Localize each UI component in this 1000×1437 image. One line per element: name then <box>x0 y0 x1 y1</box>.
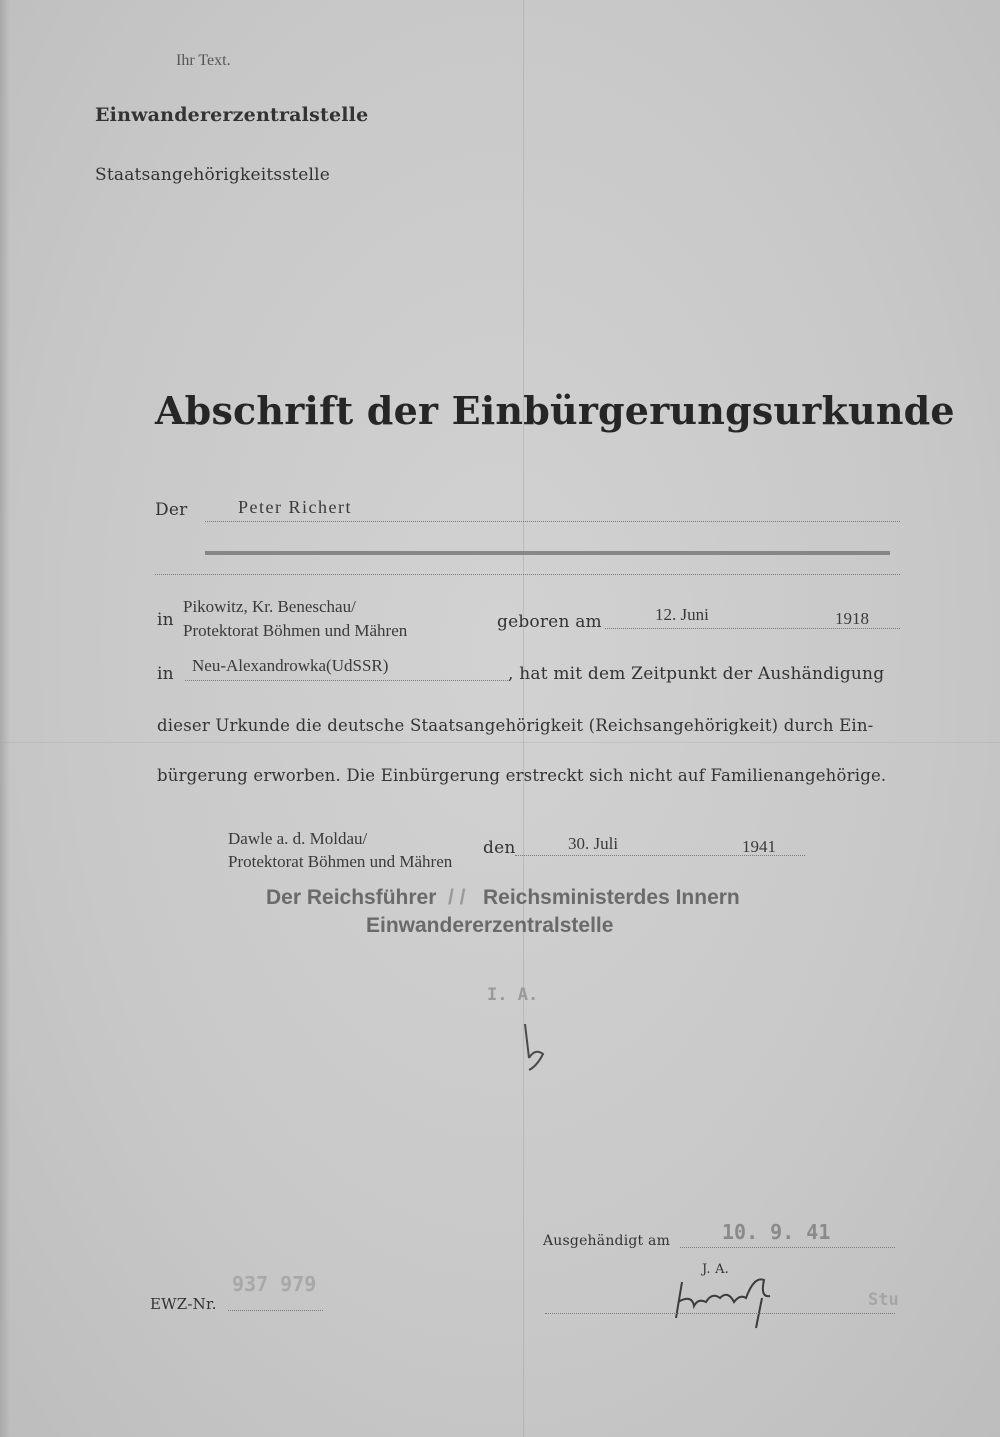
name-prefix: Der <box>155 500 188 520</box>
stamp-line-1b: Reichsministerdes Innern <box>483 886 740 909</box>
birth-in-label: in <box>157 610 174 630</box>
handed-date: 10. 9. 41 <box>722 1220 831 1244</box>
handed-label: Ausgehändigt am <box>543 1233 671 1249</box>
residence-place: Neu-Alexandrowka(UdSSR) <box>192 656 389 675</box>
ewz-label: EWZ-Nr. <box>150 1295 217 1313</box>
issued-year: 1941 <box>742 837 776 856</box>
initials-signature <box>515 1018 555 1078</box>
body-line-3: bürgerung erworben. Die Einbürgerung erstreckt sich nicht auf Familienangehörige. <box>157 766 887 785</box>
name-dotted-line <box>205 521 900 522</box>
header-office-1: Einwandererzentralstelle <box>95 104 369 126</box>
born-label: geboren am <box>497 612 602 632</box>
issued-date-dotted-line <box>515 855 805 856</box>
header-office-2: Staatsangehörigkeitsstelle <box>95 165 331 185</box>
issued-den-label: den <box>483 838 516 858</box>
residence-in-label: in <box>157 664 174 684</box>
issued-place-line1: Dawle a. d. Moldau/ <box>228 829 368 848</box>
handwritten-signature <box>670 1268 785 1338</box>
corner-stamp: Stu <box>868 1290 899 1310</box>
second-dotted-line <box>155 574 900 575</box>
issued-place-line2: Protektorat Böhmen und Mähren <box>228 852 453 871</box>
stamp-line-2: Einwandererzentralstelle <box>366 914 614 937</box>
stamp-line-1a: Der Reichsführer <box>266 886 437 909</box>
handed-ia: J. A. <box>702 1262 729 1277</box>
paper-edge-shadow <box>0 0 10 1437</box>
body-line-2: dieser Urkunde die deutsche Staatsangehörigkeit (Reichsangehörigkeit) durch Ein- <box>157 716 874 735</box>
issued-date: 30. Juli <box>568 834 619 853</box>
document-title: Abschrift der Einbürgerungsurkunde <box>155 388 955 433</box>
birth-place-line1: Pikowitz, Kr. Beneschau/ <box>183 597 356 616</box>
ewz-dotted-line <box>228 1310 323 1311</box>
birth-year: 1918 <box>835 609 869 628</box>
signature-dotted-line <box>545 1313 895 1314</box>
birth-date: 12. Juni <box>655 605 709 624</box>
signature-ia: I. A. <box>487 985 539 1005</box>
ewz-number: 937 979 <box>232 1272 317 1296</box>
stamp-ss-mark: / / <box>448 886 466 909</box>
birth-date-dotted-line <box>605 628 900 629</box>
person-name: Peter Richert <box>238 497 352 517</box>
horizontal-fold-line <box>0 742 1000 743</box>
residence-dotted-line <box>185 680 510 681</box>
name-strike-line <box>205 551 890 555</box>
body-line-1: , hat mit dem Zeitpunkt der Aushändigung <box>508 664 885 684</box>
header-note: Ihr Text. <box>176 52 231 69</box>
birth-place-line2: Protektorat Böhmen und Mähren <box>183 621 408 640</box>
handed-dotted-line <box>680 1247 895 1248</box>
